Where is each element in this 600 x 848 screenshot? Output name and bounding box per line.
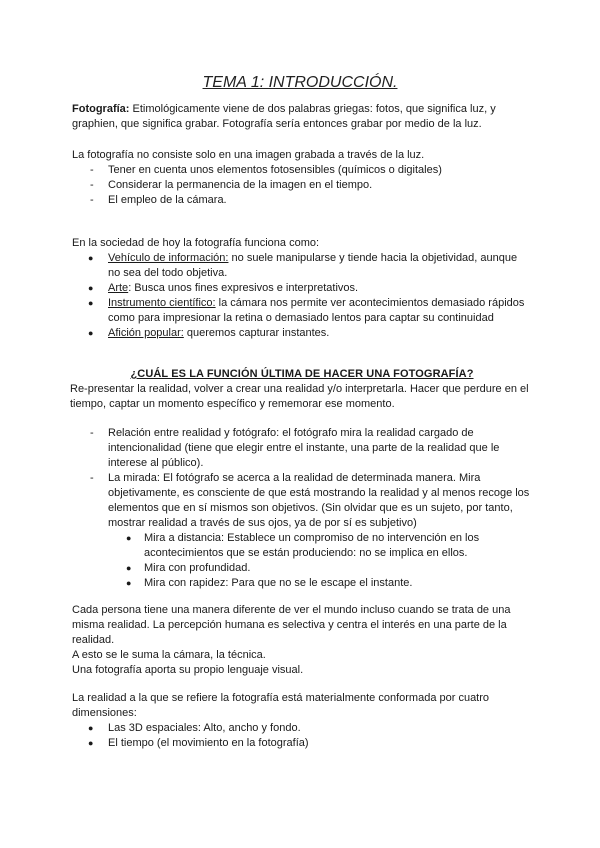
list-item: ● Arte: Busca unos fines expresivos e interpretativos. <box>88 282 359 294</box>
persona-section <box>72 603 532 678</box>
bullet-marker: ● <box>88 723 94 733</box>
persona-line3: Una fotografía aporta su propio lenguaje visual. <box>72 664 304 676</box>
dash-marker: - <box>90 164 94 176</box>
bullet-marker: ● <box>88 283 94 293</box>
bullet-marker: ● <box>88 253 94 263</box>
list-item: ● Mira con profundidad. <box>126 562 251 574</box>
bullet-marker: ● <box>126 578 132 588</box>
mirada-sublist <box>72 531 532 591</box>
funcion-text: Re-presentar la realidad, volver a crear una realidad y/o interpretarla. Hacer que perdure en el tiempo, captar un momento específico y rememorar ese momento. <box>70 383 529 410</box>
dimensiones-section <box>72 691 532 751</box>
consiste-section <box>72 148 532 208</box>
page-title: TEMA 1: INTRODUCCIÓN. <box>202 74 398 91</box>
list-item: ● Instrumento científico: la cámara nos permite ver acontecimientos demasiado rápidos como para impresionar la retina o demasiado lentos para captar su continuidad <box>88 297 525 324</box>
dash-marker: - <box>90 194 94 206</box>
list-item: ● Afición popular: queremos capturar instantes. <box>88 327 330 339</box>
list-item: - Relación entre realidad y fotógrafo: el fotógrafo mira la realidad cargado de intencionalidad (tiene que elegir entre el instante, una parte de la realidad que le interese al público). <box>90 427 500 469</box>
dimensiones-list <box>72 721 532 751</box>
bullet-marker: ● <box>126 563 132 573</box>
funcion-list <box>72 426 532 531</box>
list-item: ● Mira con rapidez: Para que no se le escape el instante. <box>126 577 413 589</box>
persona-line2: A esto se le suma la cámara, la técnica. <box>72 649 266 661</box>
list-item: ● Las 3D espaciales: Alto, ancho y fondo. <box>88 722 301 734</box>
list-item: ● Vehículo de información: no suele manipularse y tiende hacia la objetividad, aunque no sea del todo objetiva. <box>88 252 518 279</box>
dash-marker: - <box>90 472 94 484</box>
funcion-list-block <box>72 426 532 591</box>
list-item: - La mirada: El fotógrafo se acerca a la realidad de determinada manera. Mira objetivamente, es consciente de que está mostrando la realidad y al menos recoge los elementos que en sí mismos son objetivos. (Sin olvidar que es un sujeto, por tanto, mostrar realidad a través de sus ojos, ya de por sí es subjetivo) <box>90 472 530 529</box>
sociedad-lead: En la sociedad de hoy la fotografía funciona como: <box>72 237 320 249</box>
consiste-list <box>72 163 532 208</box>
consiste-lead: La fotografía no consiste solo en una imagen grabada a través de la luz. <box>72 149 425 161</box>
bullet-marker: ● <box>88 298 94 308</box>
list-item: - El empleo de la cámara. <box>90 194 227 206</box>
dimensiones-lead: La realidad a la que se refiere la fotografía está materialmente conformada por cuatro dimensiones: <box>72 692 490 719</box>
intro-paragraph <box>72 102 532 132</box>
list-item: - Tener en cuenta unos elementos fotosensibles (químicos o digitales) <box>90 164 442 176</box>
sociedad-section <box>72 236 532 341</box>
intro-term: Fotografía: <box>72 103 130 115</box>
dash-marker: - <box>90 427 94 439</box>
list-item: ● Mira a distancia: Establece un compromiso de no intervención en los acontecimientos que se están produciendo: no se implica en ellos. <box>126 532 480 559</box>
persona-text: Cada persona tiene una manera diferente de ver el mundo incluso cuando se trata de una misma realidad. La percepción humana es selectiva y centra el interés en una parte de la realidad. <box>72 604 511 646</box>
funcion-section <box>72 367 532 412</box>
intro-text: Etimológicamente viene de dos palabras griegas: fotos, que significa luz, y graphien, que significa grabar. Fotografía sería entonces grabar por medio de la luz. <box>72 103 496 130</box>
bullet-marker: ● <box>126 533 132 543</box>
bullet-marker: ● <box>88 738 94 748</box>
bullet-marker: ● <box>88 328 94 338</box>
list-item: ● El tiempo (el movimiento en la fotografía) <box>88 737 309 749</box>
section-heading: ¿CUÁL ES LA FUNCIÓN ÚLTIMA DE HACER UNA FOTOGRAFÍA? <box>130 368 474 380</box>
dash-marker: - <box>90 179 94 191</box>
sociedad-list <box>72 251 532 341</box>
list-item: - Considerar la permanencia de la imagen en el tiempo. <box>90 179 373 191</box>
